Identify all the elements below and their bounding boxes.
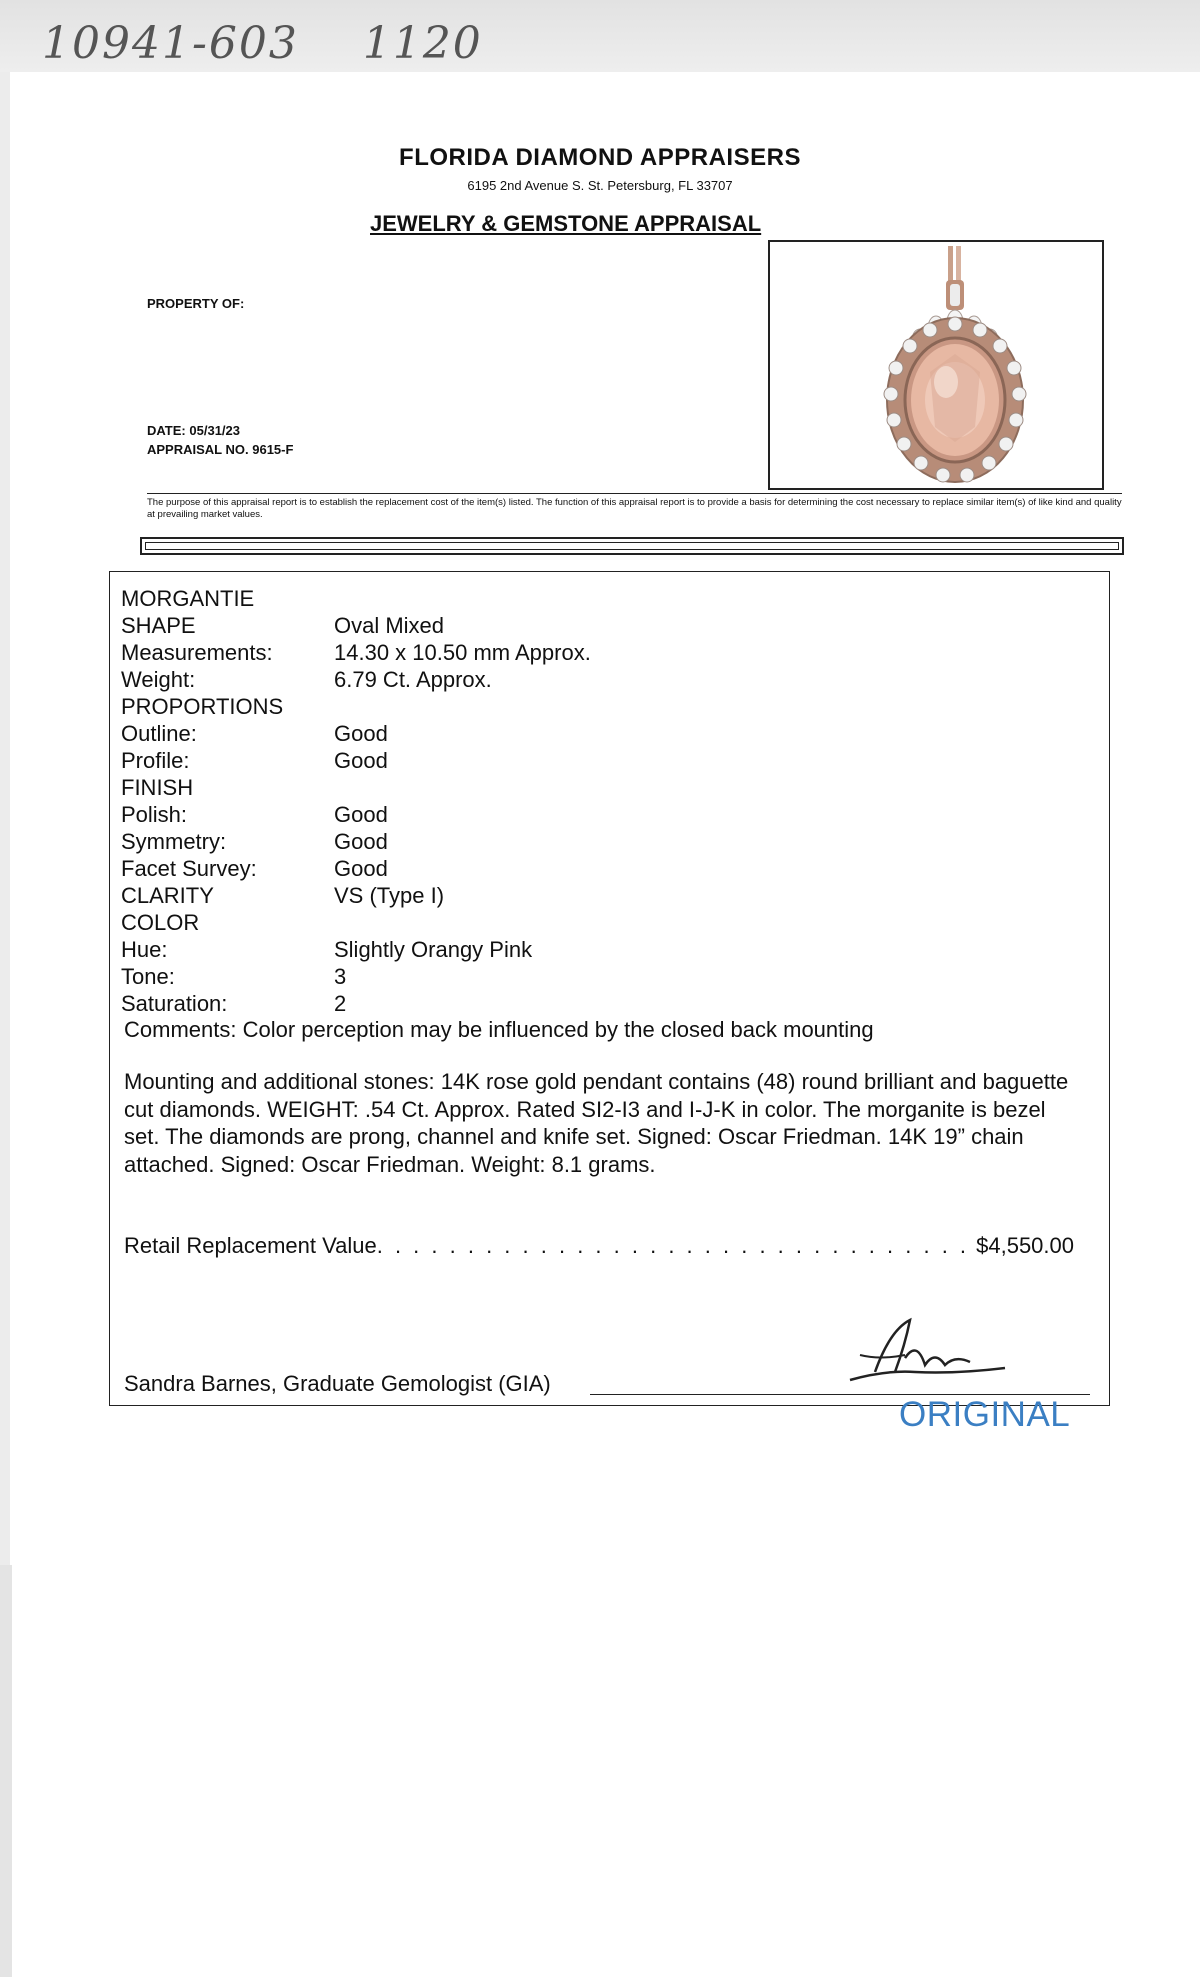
detail-label: Facet Survey: [121,856,257,881]
company-name: FLORIDA DIAMOND APPRAISERS [399,144,801,171]
detail-label: Weight: [121,667,196,692]
comments-line: Comments: Color perception may be influenced by the closed back mounting [124,1017,874,1042]
date-label: DATE: [147,423,186,438]
detail-label: COLOR [121,910,200,935]
detail-value: Good [334,721,388,746]
detail-label: Outline: [121,721,197,746]
appraisal-number-label: APPRAISAL NO. [147,442,249,457]
retail-value-label: Retail Replacement Value [124,1233,377,1258]
detail-value: Good [334,829,388,854]
document-title: JEWELRY & GEMSTONE APPRAISAL [370,211,762,236]
purpose-rule [147,493,1122,494]
handwritten-number: 1120 [362,18,483,69]
leader-dots [377,1231,976,1261]
detail-value: 6.79 Ct. Approx. [334,667,492,692]
divider-bar [140,537,1124,555]
handwritten-note [42,18,531,69]
detail-value: Good [334,748,388,773]
original-stamp: ORIGINAL [899,1395,1071,1434]
detail-label: SHAPE [121,613,196,638]
detail-label: Saturation: [121,991,228,1016]
pendant-image [770,242,1102,488]
detail-label: Symmetry: [121,829,227,854]
detail-value: 14.30 x 10.50 mm Approx. [334,640,591,665]
detail-value: 2 [334,991,347,1016]
detail-label: Profile: [121,748,190,773]
detail-label: FINISH [121,775,194,800]
detail-value: Slightly Orangy Pink [334,937,533,962]
property-label: PROPERTY OF: [147,296,245,311]
detail-label: Measurements: [121,640,273,665]
detail-value: VS (Type I) [334,883,445,908]
scan-edge [0,1565,12,1977]
detail-label: PROPORTIONS [121,694,284,719]
retail-value-line [124,1231,1074,1261]
purpose-statement: The purpose of this appraisal report is to establish the replacement cost of the item(s) listed. The function of this appraisal report is to provide a basis for determining the cost necessary to replace similar item(s) of like kind and quality at prevailing market values. [147,497,1122,520]
detail-value: Oval Mixed [334,613,445,638]
item-photo [768,240,1104,490]
date-value: 05/31/23 [189,423,240,438]
handwritten-signature [845,1310,1015,1395]
detail-label: Tone: [121,964,175,989]
detail-label: Polish: [121,802,188,827]
letterhead [0,144,1200,193]
handwritten-number: 10941-603 [42,18,299,69]
retail-value-amount: $4,550.00 [976,1233,1074,1258]
detail-value: Good [334,802,388,827]
appraisal-number-value: 9615-F [252,442,294,457]
detail-label: Hue: [121,937,168,962]
signature-mark [845,1310,1015,1390]
mounting-description: Mounting and additional stones: 14K rose gold pendant contains (48) round brilliant and baguette cut diamonds. WEIGHT: .54 Ct. Approx. Rated SI2-I3 and I-J-K in color. The morganite is bezel set. The diamonds are prong, channel and knife set. Signed: Oscar Friedman. 14K 19” chain attached. Signed: Oscar Friedman. Weight: 8.1 grams. [124,1069,1069,1177]
detail-value: 3 [334,964,347,989]
appraiser-name: Sandra Barnes, Graduate Gemologist (GIA) [124,1371,551,1396]
appraisal-number-line [147,442,293,457]
detail-label: CLARITY [121,883,214,908]
date-line [147,423,240,438]
detail-label: MORGANTIE [121,586,255,611]
detail-value: Good [334,856,388,881]
company-address: 6195 2nd Avenue S. St. Petersburg, FL 33707 [467,178,733,193]
